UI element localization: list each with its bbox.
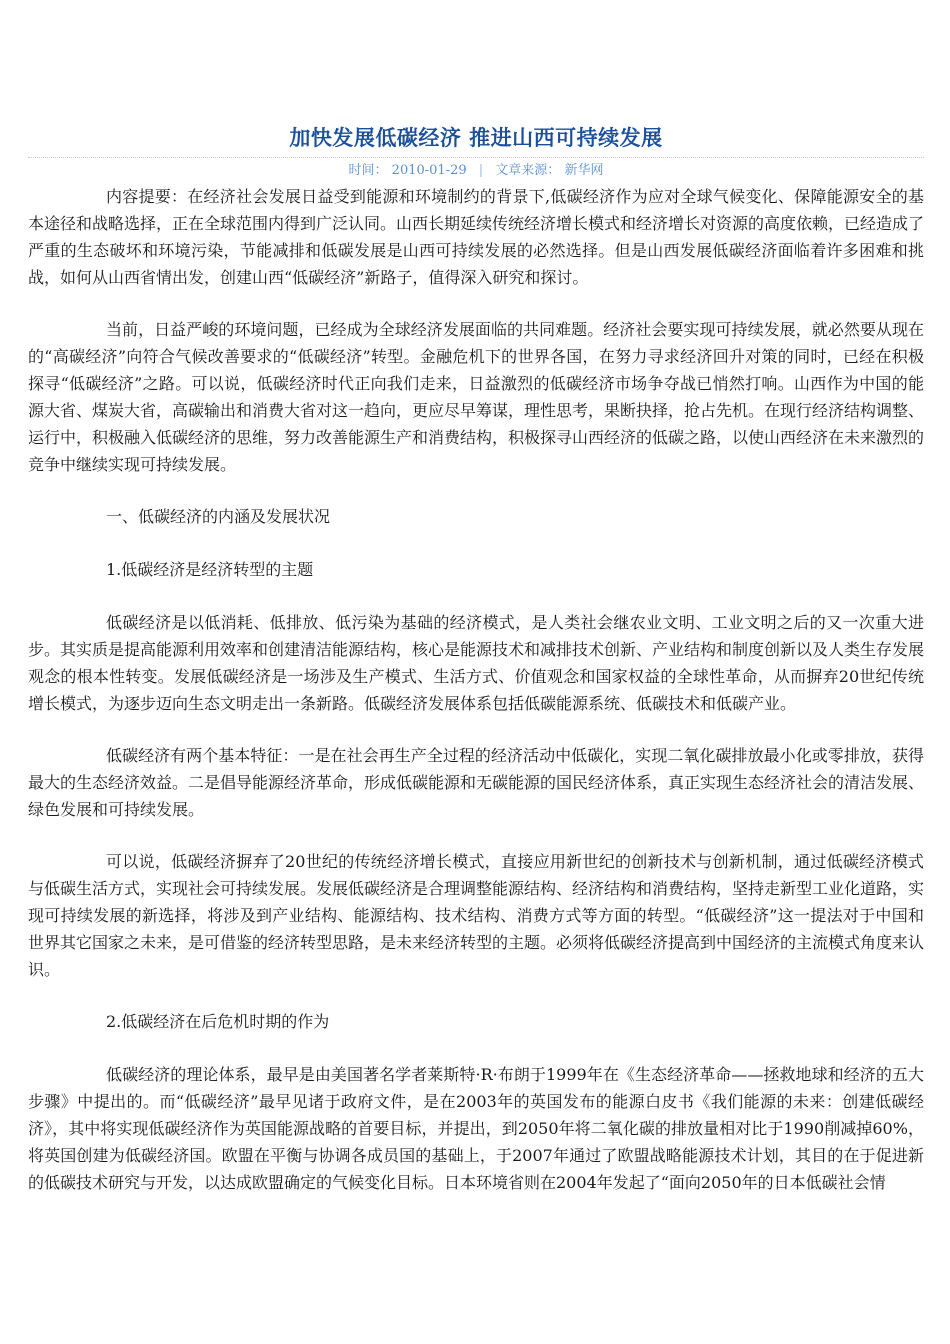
article: [28, 118, 924, 1221]
article-body: [28, 183, 924, 1196]
abstract-paragraph: 内容提要：在经济社会发展日益受到能源和环境制约的背景下,低碳经济作为应对全球气候变化、保障能源安全的基本途径和战略选择，正在全球范围内得到广泛认同。山西长期延续传统经济增长模式和经济增长对资源的高度依赖，已经造成了严重的生态破坏和环境污染，节能减排和低碳发展是山西可持续发展的必然选择。但是山西发展低碳经济面临着许多困难和挑战，如何从山西省情出发，创建山西“低碳经济”新路子，值得深入研究和探讨。: [28, 187, 925, 287]
source-label: 文章来源：: [495, 163, 561, 178]
body-paragraph: 低碳经济是以低消耗、低排放、低污染为基础的经济模式，是人类社会继农业文明、工业文明之后的又一次重大进步。其实质是提高能源利用效率和创建清洁能源结构，核心是能源技术和减排技术创新、产业结构和制度创新以及人类生存发展观念的根本性转变。发展低碳经济是一场涉及生产模式、生活方式、价值观念和国家权益的全球性革命，从而摒弃20世纪传统增长模式，为逐步迈向生态文明走出一条新路。低碳经济发展体系包括低碳能源系统、低碳技术和低碳产业。: [28, 613, 925, 713]
section-heading: 一、低碳经济的内涵及发展状况: [106, 507, 331, 526]
article-title: 加快发展低碳经济 推进山西可持续发展: [28, 118, 924, 158]
source-value: 新华网: [564, 163, 604, 178]
subsection-heading: 2.低碳经济在后危机时期的作为: [106, 1012, 330, 1031]
meta-separator: |: [478, 163, 484, 178]
body-paragraph: 可以说，低碳经济摒弃了20世纪的传统经济增长模式，直接应用新世纪的创新技术与创新机制，通过低碳经济模式与低碳生活方式，实现社会可持续发展。发展低碳经济是合理调整能源结构、经济结构和消费结构，坚持走新型工业化道路，实现可持续发展的新选择，将涉及到产业结构、能源结构、技术结构、消费方式等方面的转型。“低碳经济”这一提法对于中国和世界其它国家之未来，是可借鉴的经济转型思路，是未来经济转型的主题。必须将低碳经济提高到中国经济的主流模式角度来认识。: [28, 852, 925, 979]
time-label: 时间：: [348, 163, 388, 178]
article-meta: [28, 161, 924, 181]
publish-date: 2010-01-29: [391, 163, 467, 178]
body-paragraph: 当前，日益严峻的环境问题，已经成为全球经济发展面临的共同难题。经济社会要实现可持续发展，就必然要从现在的“高碳经济”向符合气候改善要求的“低碳经济”转型。金融危机下的世界各国，在努力寻求经济回升对策的同时，已经在积极探寻“低碳经济”之路。可以说，低碳经济时代正向我们走来，日益激烈的低碳经济市场争夺战已悄然打响。山西作为中国的能源大省、煤炭大省，高碳输出和消费大省对这一趋向，更应尽早筹谋，理性思考，果断抉择，抢占先机。在现行经济结构调整、运行中，积极融入低碳经济的思维，努力改善能源生产和消费结构，积极探寻山西经济的低碳之路，以使山西经济在未来激烈的竞争中继续实现可持续发展。: [28, 320, 925, 474]
body-paragraph: 低碳经济有两个基本特征：一是在社会再生产全过程的经济活动中低碳化，实现二氧化碳排放最小化或零排放，获得最大的生态经济效益。二是倡导能源经济革命，形成低碳能源和无碳能源的国民经济体系，真正实现生态经济社会的清洁发展、绿色发展和可持续发展。: [28, 746, 925, 819]
body-paragraph: 低碳经济的理论体系，最早是由美国著名学者莱斯特·R·布朗于1999年在《生态经济革命——拯救地球和经济的五大步骤》中提出的。而“低碳经济”最早见诸于政府文件，是在2003年的英国发布的能源白皮书《我们能源的未来：创建低碳经济》，其中将实现低碳经济作为英国能源战略的首要目标，并提出，到2050年将二氧化碳的排放量相对比于1990削减掉60%，将英国创建为低碳经济国。欧盟在平衡与协调各成员国的基础上，于2007年通过了欧盟战略能源技术计划，其目的在于促进新的低碳技术研究与开发，以达成欧盟确定的气候变化目标。日本环境省则在2004年发起了“面向2050年的日本低碳社会情: [28, 1065, 924, 1192]
subsection-heading: 1.低碳经济是经济转型的主题: [106, 560, 314, 579]
